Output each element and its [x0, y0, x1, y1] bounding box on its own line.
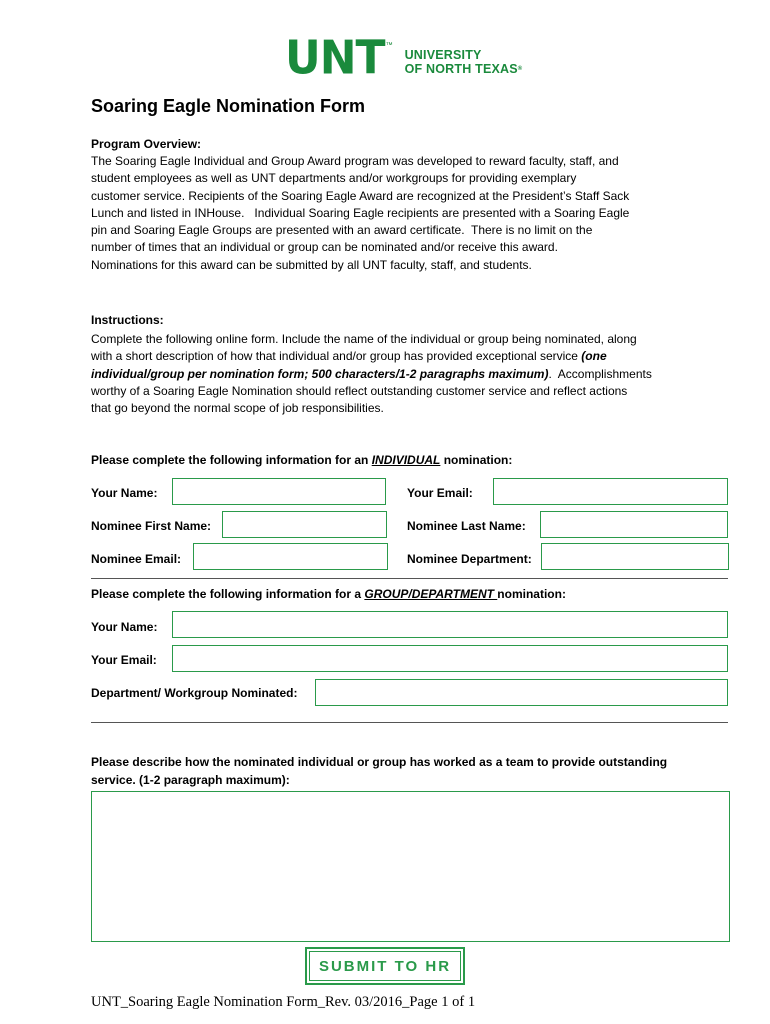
nominee-department-label: Nominee Department:	[407, 552, 532, 566]
nominee-last-name-label: Nominee Last Name:	[407, 519, 526, 533]
logo-mark: UNT	[285, 31, 385, 86]
instructions-emphasis: (one	[581, 349, 607, 364]
group-your-email-input[interactable]	[172, 645, 728, 672]
instructions-emphasis: individual/group per nomination form; 500 characters/1-2 paragraphs maximum)	[91, 366, 549, 381]
group-section-heading	[91, 587, 566, 601]
logo-line-2: OF NORTH TEXAS	[404, 62, 518, 76]
submit-button-border	[309, 951, 461, 981]
section-divider	[91, 578, 728, 579]
overview-line: Lunch and listed in INHouse. Individual Soaring Eagle recipients are presented with a Soaring Eagle	[91, 205, 630, 220]
instructions-line: Complete the following online form. Include the name of the individual or group being nominated, along	[91, 332, 637, 346]
section-divider	[91, 722, 728, 723]
overview-line: The Soaring Eagle Individual and Group Award program was developed to reward faculty, staff, and	[91, 154, 619, 168]
description-prompt-line: service. (1-2 paragraph maximum):	[91, 773, 290, 787]
overview-text	[91, 153, 691, 274]
description-prompt	[91, 753, 667, 789]
overview-line: Nominations for this award can be submitted by all UNT faculty, staff, and students.	[91, 257, 532, 272]
instructions-line: with a short description of how that individual and/or group has provided exceptional service	[91, 349, 582, 364]
description-textarea[interactable]	[91, 791, 730, 942]
logo-trademark: ™	[385, 42, 393, 49]
unt-logo	[285, 31, 523, 86]
your-name-label: Your Name:	[91, 486, 158, 500]
department-workgroup-input[interactable]	[315, 679, 728, 706]
group-your-name-input[interactable]	[172, 611, 728, 638]
page-title: Soaring Eagle Nomination Form	[91, 96, 366, 116]
nominee-email-label: Nominee Email:	[91, 552, 182, 566]
page-footer: UNT_Soaring Eagle Nomination Form_Rev. 03/2016_Page 1 of 1	[91, 994, 476, 1010]
group-your-email-label: Your Email:	[91, 653, 157, 667]
submit-to-hr-button[interactable]	[305, 947, 465, 985]
department-workgroup-label: Department/ Workgroup Nominated:	[91, 686, 298, 700]
overview-line: number of times that an individual or group can be nominated and/or receive this award.	[91, 240, 558, 255]
instructions-line: that go beyond the normal scope of job responsibilities.	[91, 401, 384, 416]
instructions-heading: Instructions:	[91, 313, 164, 327]
heading-emphasis: INDIVIDUAL	[371, 453, 441, 467]
description-prompt-line: Please describe how the nominated individual or group has worked as a team to provide outstanding	[91, 755, 668, 769]
overview-line: customer service. Recipients of the Soaring Eagle Award are recognized at the President’s Staff Sack	[91, 188, 630, 203]
heading-text: nomination:	[497, 587, 566, 601]
nominee-first-name-input[interactable]	[222, 511, 387, 538]
logo-wordmark	[405, 48, 523, 76]
nominee-email-input[interactable]	[193, 543, 388, 570]
overview-heading: Program Overview:	[91, 137, 202, 151]
nominee-last-name-input[interactable]	[540, 511, 728, 538]
instructions-text	[91, 331, 711, 417]
nominee-department-input[interactable]	[541, 543, 729, 570]
nominee-first-name-label: Nominee First Name:	[91, 519, 212, 533]
individual-section-heading	[91, 453, 512, 467]
heading-text: Please complete the following information for an	[91, 453, 372, 467]
your-email-label: Your Email:	[407, 486, 473, 500]
instructions-line: worthy of a Soaring Eagle Nomination should reflect outstanding customer service and reflect actions	[91, 383, 628, 398]
overview-line: student employees as well as UNT departments and/or workgroups for providing exemplary	[91, 171, 577, 186]
heading-text: Please complete the following information for a	[91, 587, 365, 601]
group-your-name-label: Your Name:	[91, 620, 158, 634]
heading-emphasis: GROUP/DEPARTMENT	[364, 587, 498, 601]
instructions-line: . Accomplishments	[548, 366, 652, 381]
logo-registered: ®	[517, 66, 523, 72]
logo-line-1: UNIVERSITY	[404, 48, 482, 62]
individual-your-email-input[interactable]	[493, 478, 728, 505]
submit-button-label: SUBMIT TO HR	[318, 957, 452, 975]
individual-your-name-input[interactable]	[172, 478, 386, 505]
overview-line: pin and Soaring Eagle Groups are presented with an award certificate. There is no limit on the	[91, 223, 593, 238]
heading-text: nomination:	[440, 453, 513, 467]
